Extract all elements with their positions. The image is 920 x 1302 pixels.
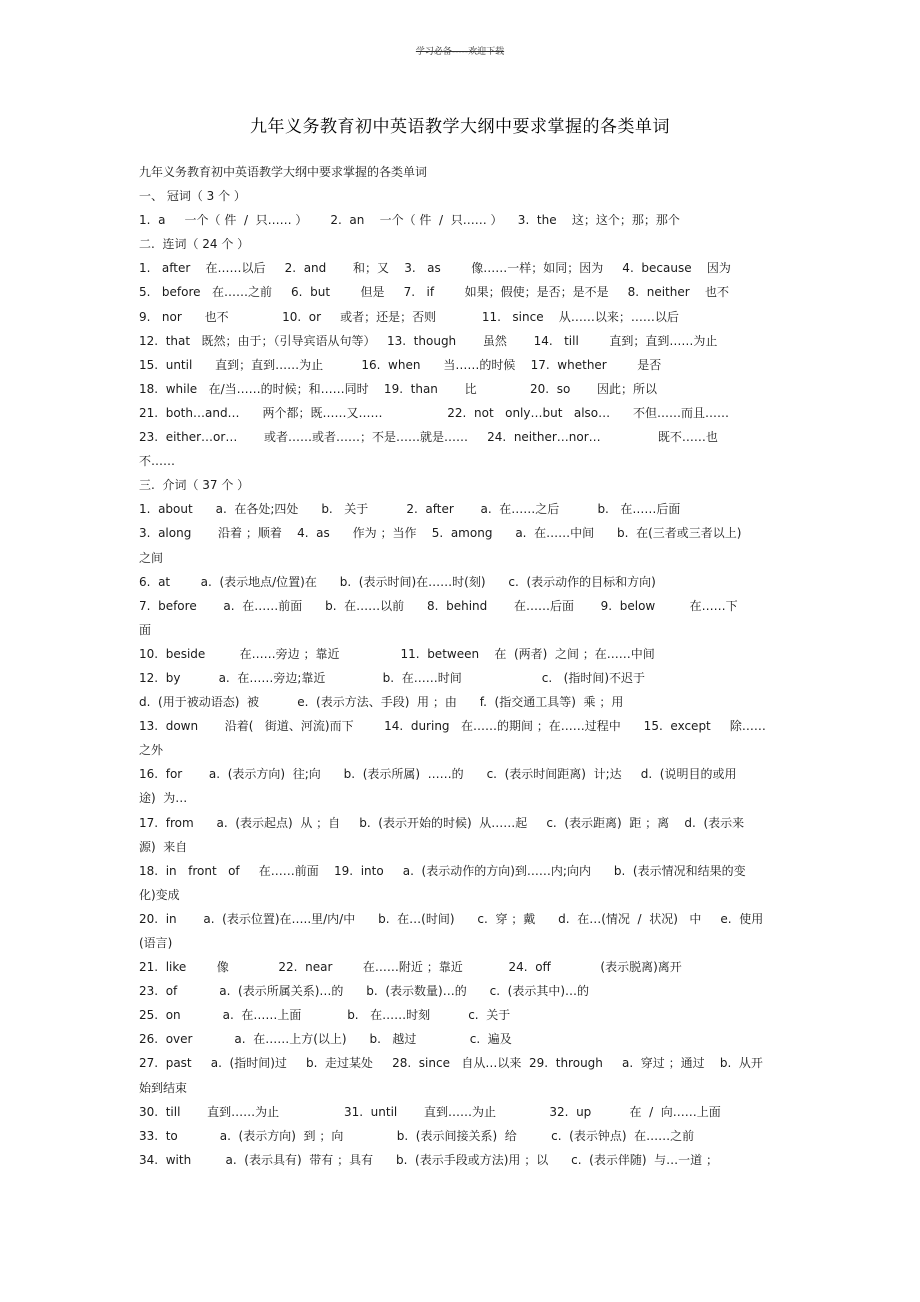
text-line: 1. about a. 在各处;四处 b. 关于 2. after a. 在……之后 b. 在……后面 <box>139 502 681 517</box>
text-line: 源) 来自 <box>139 839 188 854</box>
text-line: 始到结束 <box>139 1080 188 1095</box>
text-line: 20. in a. (表示位置)在…..里/内/中 b. 在…(时间) c. 穿 ；戴 d. 在…(情况 / 状况) 中 e. 使用 <box>139 911 764 926</box>
text-line: 面 <box>139 622 152 637</box>
text-line: 30. till 直到……为止 31. until 直到……为止 32. up 在 / 向……上面 <box>139 1104 721 1119</box>
text-line: 15. until 直到；直到……为止 16. when 当……的时候 17. whether 是否 <box>139 357 662 372</box>
text-line: 18. in front of 在……前面 19. into a. (表示动作的方向)到……内;向内 b. (表示情况和结果的变 <box>139 863 746 878</box>
text-line: 17. from a. (表示起点) 从 ；自 b. (表示开始的时候) 从……起 c. (表示距离) 距 ；离 d. (表示来 <box>139 815 745 830</box>
text-line: 化)变成 <box>139 887 180 902</box>
text-line: 6. at a. (表示地点/位置)在 b. (表示时间)在……时(刻) c. (表示动作的目标和方向) <box>139 574 656 589</box>
text-line: 9. nor 也不 10. or 或者；还是；否则 11. since 从……以来；……以后 <box>139 309 679 324</box>
text-line: 23. of a. (表示所属关系)…的 b. (表示数量)…的 c. (表示其中)…的 <box>139 984 590 999</box>
text-line: 33. to a. (表示方向) 到 ；向 b. (表示间接关系) 给 c. (表示钟点) 在……之前 <box>139 1128 695 1143</box>
text-line: 5. before 在……之前 6. but 但是 7. if 如果；假使；是否；是不是 8. neither 也不 <box>139 285 729 300</box>
text-line: 3. along 沿着 ；顺着 4. as 作为 ；当作 5. among a. 在……中间 b. 在(三者或三者以上) <box>139 526 742 541</box>
text-line: 26. over a. 在……上方(以上) b. 越过 c. 遍及 <box>139 1032 512 1047</box>
text-line: 27. past a. (指时间)过 b. 走过某处 28. since 自从…以来 29. through a. 穿过 ；通过 b. 从开 <box>139 1056 763 1071</box>
text-line: d. (用于被动语态) 被 e. (表示方法、手段) 用 ；由 f. (指交通工具等) 乘 ；用 <box>139 695 624 710</box>
text-line: 21. both…and… 两个都；既……又…… 22. not only…but also… 不但……而且…… <box>139 405 730 420</box>
text-line: 之外 <box>139 743 164 758</box>
text-line: 之间 <box>139 550 164 565</box>
text-line: 九年义务教育初中英语教学大纲中要求掌握的各类单词 <box>139 165 428 179</box>
text-line: 1. a 一个（ 件 / 只…… ） 2. an 一个（ 件 / 只…… ） 3. the 这；这个；那；那个 <box>139 213 680 228</box>
text-line: 13. down 沿着( 街道、河流)而下 14. during 在……的期间 ；在……过程中 15. except 除…… <box>139 719 766 734</box>
text-line: 途) 为… <box>139 791 188 806</box>
watermark-text: 学习必备-----欢迎下载 <box>415 47 505 57</box>
text-line: 1. after 在……以后 2. and 和；又 3. as 像……一样；如同；因为 4. because 因为 <box>139 261 731 276</box>
text-line: 10. beside 在……旁边 ；靠近 11. between 在 (两者) 之间 ；在……中间 <box>139 646 655 661</box>
text-line: 三. 介词（ 37 个 ） <box>139 478 250 493</box>
text-line: 25. on a. 在……上面 b. 在……时刻 c. 关于 <box>139 1008 511 1023</box>
text-line: 21. like 像 22. near 在……附近 ；靠近 24. off (表示脱离)离开 <box>139 960 682 975</box>
text-line: 7. before a. 在……前面 b. 在……以前 8. behind 在……后面 9. below 在……下 <box>139 598 738 613</box>
text-line: (语言) <box>139 936 173 950</box>
text-line: 16. for a. (表示方向) 往;向 b. (表示所属) ……的 c. (表示时间距离) 计;达 d. (说明目的或用 <box>139 767 737 782</box>
text-line: 不…… <box>139 454 176 469</box>
text-line: 一、 冠词（ 3 个 ） <box>139 189 246 204</box>
text-line: 34. with a. (表示具有) 带有 ；具有 b. (表示手段或方法)用 ；以 c. (表示伴随) 与…一道 ； <box>139 1152 718 1167</box>
text-line: 23. either…or… 或者……或者……；不是……就是…… 24. neither…nor… 既不……也 <box>139 430 718 445</box>
text-line: 二. 连词（ 24 个 ） <box>139 237 250 252</box>
text-line: 12. by a. 在……旁边;靠近 b. 在……时间 c. (指时间)不迟于 <box>139 670 646 685</box>
page-header-watermark <box>0 44 920 57</box>
document-title: 九年义务教育初中英语教学大纲中要求掌握的各类单词 <box>250 117 670 137</box>
document-body <box>139 160 784 1172</box>
text-line: 12. that 既然；由于；（引导宾语从句等） 13. though 虽然 14. till 直到；直到……为止 <box>139 333 718 348</box>
text-line: 18. while 在/当……的时候；和……同时 19. than 比 20. so 因此；所以 <box>139 381 658 396</box>
